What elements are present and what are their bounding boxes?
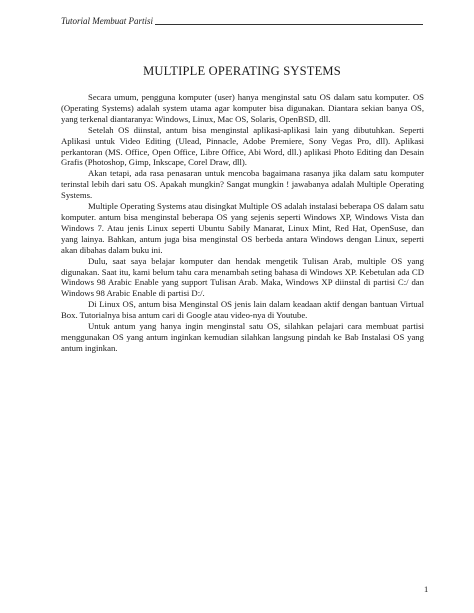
paragraph: Akan tetapi, ada rasa penasaran untuk mencoba bagaimana rasanya jika dalam satu komputer terinstal lebih dari satu OS. Apakah mungkin? Sangat mungkin ! jawabanya adalah Multiple Operating Systems. bbox=[61, 168, 424, 201]
running-header bbox=[61, 16, 423, 27]
body-text bbox=[61, 92, 424, 354]
header-rule bbox=[155, 24, 423, 25]
paragraph: Multiple Operating Systems atau disingkat Multiple OS adalah instalasi beberapa OS dalam satu komputer. antum bisa menginstal beberapa OS yang sejenis seperti Windows XP, Windows Vista dan Windows 7. Atau jenis Linux seperti Ubuntu Sabily Manarat, Linux Mint, Red Hat, OpenSuse, dan yang lainya. Bahkan, antum juga bisa menginstal OS berbeda antara Windows dengan Linux, seperti akan dibahas dalam buku ini. bbox=[61, 201, 424, 255]
paragraph: Setelah OS diinstal, antum bisa menginstal aplikasi-aplikasi lain yang dibutuhkan. Seperti Aplikasi untuk Video Editing (Ulead, Pinnacle, Adobe Premiere, Sony Vegas Pro, dll). Aplikasi perkantoran (MS. Office, Open Office, Libre Office, Abi Word, dll.) aplikasi Photo Editing dan Desain Grafis (Photoshop, Gimp, Inkscape, Corel Draw, dll). bbox=[61, 124, 424, 168]
header-text: Tutorial Membuat Partisi bbox=[61, 16, 154, 26]
paragraph: Dulu, saat saya belajar komputer dan hendak mengetik Tulisan Arab, multiple OS yang digunakan. Saat itu, kami belum tahu cara menambah seting bahasa di Windows XP. Kebetulan ada CD Windows 98 Arabic Enable yang support Tulisan Arab. Maka, Windows XP diinstal di partisi C:/ dan Windows 98 Arabic Enable di partisi D:/. bbox=[61, 255, 424, 299]
paragraph: Untuk antum yang hanya ingin menginstal satu OS, silahkan pelajari cara membuat partisi menggunakan OS yang antum inginkan kemudian silahkan langsung pindah ke Bab Instalasi OS yang antum inginkan. bbox=[61, 321, 424, 353]
paragraph: Secara umum, pengguna komputer (user) hanya menginstal satu OS dalam satu komputer. OS (Operating Systems) adalah system utama agar komputer bisa digunakan. Diantara sekian banya OS, yang terkenal diantaranya: Windows, Linux, Mac OS, Solaris, OpenBSD, dll. bbox=[61, 92, 424, 124]
paragraph: Di Linux OS, antum bisa Menginstal OS jenis lain dalam keadaan aktif dengan bantuan Virtual Box. Tutorialnya bisa antum cari di Google atau video-nya di Youtube. bbox=[61, 299, 424, 321]
page-title: MULTIPLE OPERATING SYSTEMS bbox=[143, 64, 341, 78]
page-number: 1 bbox=[424, 584, 429, 594]
